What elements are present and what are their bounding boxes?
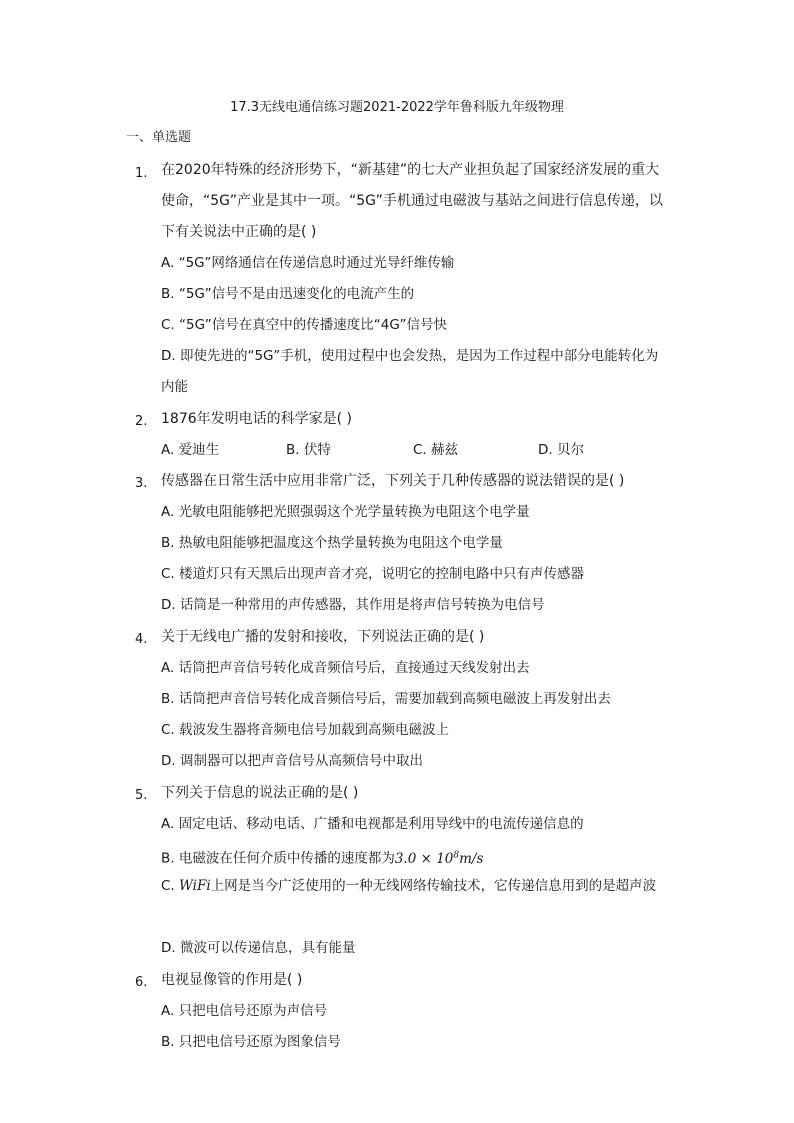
speed-formula: $3.0 \times 10^8m/s$ — [394, 850, 484, 867]
question-stem: 下列关于信息的说法正确的是( ) — [161, 785, 359, 801]
option-a: A. “5G”网络通信在传递信息时通过光导纤维传输 — [161, 255, 455, 271]
option-b: B. “5G”信号不是由迅速变化的电流产生的 — [161, 286, 415, 302]
question-stem: 关于无线电广播的发射和接收，下列说法正确的是( ) — [161, 629, 485, 645]
option-d: D. 话筒是一种常用的声传感器，其作用是将声信号转换为电信号 — [161, 597, 545, 613]
section-heading: 一、单选题 — [126, 130, 192, 145]
option-c — [161, 871, 667, 902]
question-stem: 传感器在日常生活中应用非常广泛，下列关于几种传感器的说法错误的是( ) — [161, 473, 625, 489]
option-c: C. 赫兹 — [413, 442, 459, 458]
option-b: B. 只把电信号还原为图象信号 — [161, 1034, 341, 1050]
options-row — [161, 435, 667, 466]
option-b — [161, 840, 667, 875]
option-c-text: 上网是当今广泛使用的一种无线网络传输技术，它传递信息用到的是超声波 — [210, 878, 657, 894]
option-c: C. 楼道灯只有天黑后出现声音才亮，说明它的控制电路中只有声传感器 — [161, 566, 585, 582]
option-b: B. 话筒把声音信号转化成音频信号后，需要加载到高频电磁波上再发射出去 — [161, 691, 611, 707]
option-d: D. 微波可以传递信息，具有能量 — [161, 940, 356, 956]
option-a: A. 爱迪生 — [161, 442, 220, 458]
question-number: 5. — [135, 788, 148, 803]
option-b: B. 伏特 — [286, 442, 331, 458]
question-stem: 1876年发明电话的科学家是( ) — [161, 411, 353, 427]
option-b: B. 热敏电阻能够把温度这个热学量转换为电阻这个电学量 — [161, 535, 503, 551]
question-stem: 电视显像管的作用是( ) — [161, 972, 303, 988]
option-c: C. 载波发生器将音频电信号加载到高频电磁波上 — [161, 722, 450, 738]
option-a: A. 光敏电阻能够把光照强弱这个光学量转换为电阻这个电学量 — [161, 504, 530, 520]
option-d: D. 调制器可以把声音信号从高频信号中取出 — [161, 753, 423, 769]
question-stem: 在2020年特殊的经济形势下，“新基建”的七大产业担负起了国家经济发展的重大使命，“5G”产业是其中一项。“5G”手机通过电磁波与基站之间进行信息传递，以下有关说法中正确的是( ) — [161, 162, 663, 240]
question-number: 6. — [135, 975, 148, 990]
option-b-text: B. 电磁波在任何介质中传播的速度都为 — [161, 850, 395, 867]
wifi-term: WiFi — [179, 878, 211, 894]
option-d: D. 即使先进的“5G”手机，使用过程中也会发热，是因为工作过程中部分电能转化为内能 — [161, 348, 659, 395]
question-number: 4. — [135, 632, 148, 647]
option-a: A. 只把电信号还原为声信号 — [161, 1003, 328, 1019]
question-number: 2. — [135, 414, 148, 429]
question-number: 3. — [135, 476, 148, 491]
option-c-label: C. — [161, 878, 180, 894]
option-a: A. 固定电话、移动电话、广播和电视都是利用导线中的电流传递信息的 — [161, 816, 584, 832]
option-c: C. “5G”信号在真空中的传播速度比“4G”信号快 — [161, 317, 447, 333]
option-a: A. 话筒把声音信号转化成音频信号后，直接通过天线发射出去 — [161, 660, 530, 676]
option-d: D. 贝尔 — [538, 442, 584, 458]
question-number: 1. — [135, 166, 148, 181]
document-title: 17.3无线电通信练习题2021-2022学年鲁科版九年级物理 — [230, 100, 564, 115]
